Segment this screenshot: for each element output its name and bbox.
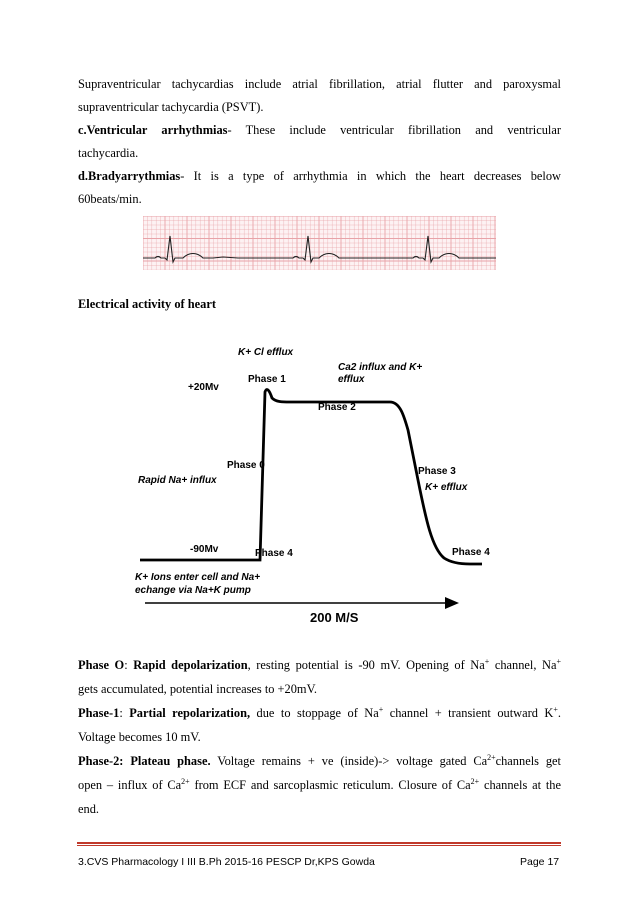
phase2-sup3: 2+ [470,776,480,786]
phase2-line2 [78,776,561,794]
phase0-label: Phase O [78,658,125,672]
phase2-t2: channels get [495,754,561,768]
phase0-sup2: + [556,656,561,666]
phase1-t3: . [557,706,561,720]
section-title: Electrical activity of heart [78,297,216,311]
phase0-t2: channel, Na [489,658,557,672]
phase1-sup2: + [553,704,558,714]
label-k-ions-2: echange via Na+K pump [135,585,251,596]
ventricular-line1 [78,121,561,139]
phase2-t4: from ECF and sarcoplasmic reticulum. Closure of Ca [189,778,471,792]
brady-label: d.Bradyarrythmias [78,169,181,183]
phase2-t5: channels at the [479,778,561,792]
label-phase0: Phase 0 [227,460,265,471]
label-kcl-efflux: K+ Cl efflux [238,347,294,358]
phase0-title: Rapid depolarization [133,658,248,672]
label-phase4-left: Phase 4 [255,548,293,559]
ventricular-label: c.Ventricular arrhythmias [78,123,228,137]
phase2-title: Plateau phase. [123,754,211,768]
phase2-label: Phase-2: [78,754,124,768]
phase2-line3: end. [78,802,99,816]
action-potential-diagram [100,330,520,640]
label-k-efflux: K+ efflux [425,482,468,493]
phase1-t2: channel + transient outward K [383,706,554,720]
label-ca-influx-2: efflux [338,374,365,385]
footer-rule-thin [77,845,561,846]
phase2-line1 [78,752,561,770]
ventricular-line2: tachycardia. [78,146,139,160]
footer-page-number: Page 17 [520,856,560,868]
label-k-ions-1: K+ Ions enter cell and Na+ [135,572,261,583]
ecg-strip-image [143,216,496,270]
phase2-sup1: 2+ [487,752,496,762]
phase1-t1: due to stoppage of Na [250,706,379,720]
phase0-sup1: + [484,656,490,666]
brady-text1: - It is a type of arrhythmia in which the heart decreases below [180,169,561,183]
timebase-arrowhead [445,597,459,609]
phase1-sep: : [119,706,130,720]
phase0-sep: : [124,658,134,672]
phase1-sup1: + [378,704,384,714]
footer-rule [77,842,561,844]
label-phase3: Phase 3 [418,466,456,477]
label-phase2: Phase 2 [318,402,356,413]
phase1-label: Phase-1 [78,706,120,720]
label-phase4-right: Phase 4 [452,547,490,558]
phase2-t3: open – influx of Ca [78,778,182,792]
label-minus90mv: -90Mv [190,544,219,555]
phase0-line2: gets accumulated, potential increases to +20mV. [78,682,318,696]
phase2-sup2: 2+ [181,776,190,786]
brady-line1 [78,167,561,185]
intro-line2: supraventricular tachycardia (PSVT). [78,100,264,114]
phase0-t1: , resting potential is -90 mV. Opening of Na [247,658,485,672]
phase1-title: Partial repolarization, [129,706,251,720]
phase1-line1 [78,704,561,722]
label-phase1: Phase 1 [248,374,286,385]
phase0-line1 [78,656,561,674]
footer-left: 3.CVS Pharmacology I III B.Ph 2015-16 PESCP Dr,KPS Gowda [78,856,375,868]
ecg-grid [143,216,496,270]
intro-line1: Supraventricular tachycardias include atrial fibrillation, atrial flutter and paroxysmal [78,77,561,91]
ventricular-text1: - These include ventricular fibrillation and ventricular [227,123,561,137]
phase1-line2: Voltage becomes 10 mV. [78,730,201,744]
brady-line2: 60beats/min. [78,192,142,206]
label-ca-influx-1: Ca2 influx and K+ [338,362,423,373]
label-rapid-na-influx: Rapid Na+ influx [138,475,217,486]
label-plus20mv: +20Mv [188,382,219,393]
label-speed: 200 M/S [310,610,359,625]
phase2-t1: Voltage remains + ve (inside)-> voltage gated Ca [210,754,488,768]
